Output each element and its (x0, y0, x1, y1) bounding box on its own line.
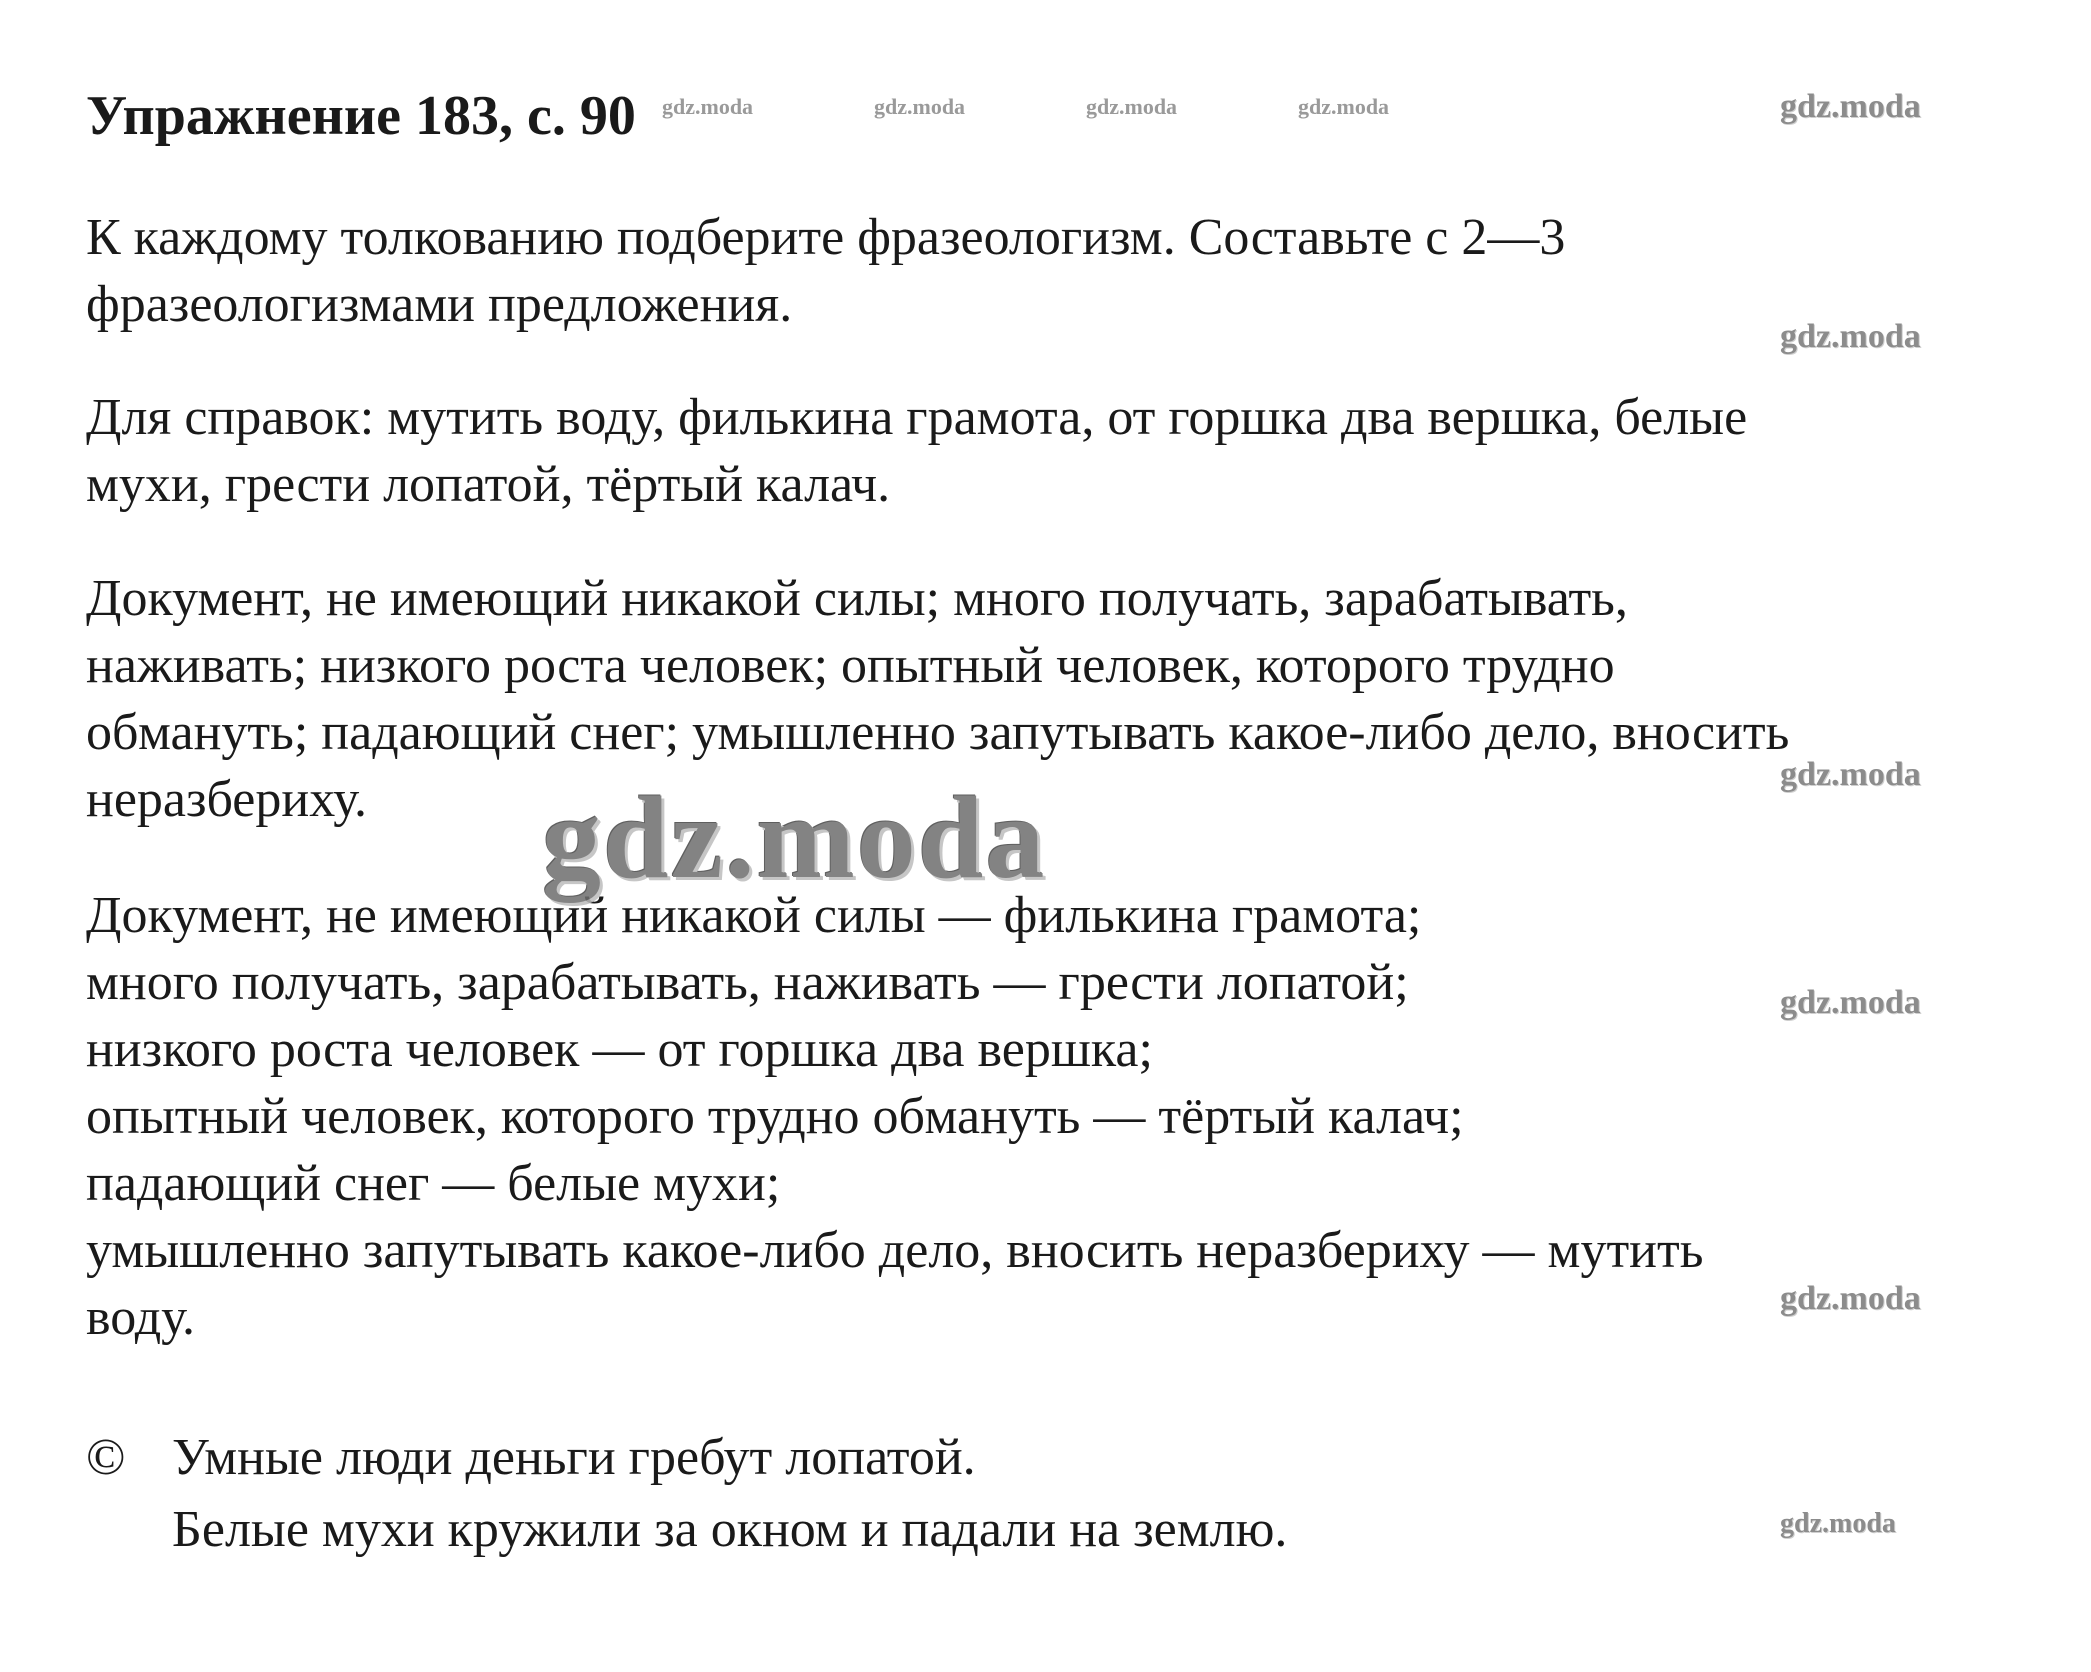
exercise-title: Упражнение 183, с. 90 (86, 85, 636, 147)
definitions-line: неразбериху. (86, 771, 368, 828)
reference-line: Для справок: мутить воду, филькина грамота, от горшка два вершка, белые (86, 389, 1748, 446)
task-line: фразеологизмами предложения. (86, 276, 793, 333)
answer-line: умышленно запутывать какое-либо дело, вносить неразбериху — мутить (86, 1222, 1704, 1279)
copyright-icon: © (86, 1429, 126, 1486)
watermark-small: gdz.moda (874, 94, 966, 119)
example-sentence-list (172, 1422, 1287, 1566)
task-instructions (86, 204, 1565, 338)
watermark-small: gdz.moda (1298, 94, 1390, 119)
watermark-right: gdz.moda (1780, 1280, 1921, 1317)
reference-list (86, 384, 1747, 518)
watermark-right: gdz.moda (1780, 88, 1921, 125)
watermark-large: gdz.moda (542, 772, 1047, 903)
watermark-right: gdz.moda (1780, 984, 1921, 1021)
answer-line: падающий снег — белые мухи; (86, 1155, 781, 1212)
watermark-small: gdz.moda (1086, 94, 1178, 119)
answer-line: Документ, не имеющий никакой силы — филькина грамота; (86, 887, 1422, 944)
example-sentence: Умные люди деньги гребут лопатой. (172, 1429, 976, 1486)
reference-line: мухи, грести лопатой, тёртый калач. (86, 456, 891, 513)
watermark-right: gdz.moda (1780, 318, 1921, 355)
task-line: К каждому толкованию подберите фразеологизм. Составьте с 2—3 (86, 209, 1566, 266)
answer-line: много получать, зарабатывать, наживать — грести лопатой; (86, 954, 1409, 1011)
definitions-line: наживать; низкого роста человек; опытный человек, которого трудно (86, 637, 1615, 694)
answers-list (86, 882, 1703, 1351)
example-sentence: Белые мухи кружили за окном и падали на землю. (172, 1501, 1288, 1558)
watermark-small: gdz.moda (662, 94, 754, 119)
answer-line: воду. (86, 1289, 195, 1346)
definitions-line: обмануть; падающий снег; умышленно запутывать какое-либо дело, вносить (86, 704, 1790, 761)
definitions-line: Документ, не имеющий никакой силы; много получать, зарабатывать, (86, 570, 1628, 627)
watermark-right: gdz.moda (1780, 1508, 1896, 1539)
answer-line: опытный человек, которого трудно обмануть — тёртый калач; (86, 1088, 1464, 1145)
answer-line: низкого роста человек — от горшка два вершка; (86, 1021, 1153, 1078)
watermark-right: gdz.moda (1780, 756, 1921, 793)
